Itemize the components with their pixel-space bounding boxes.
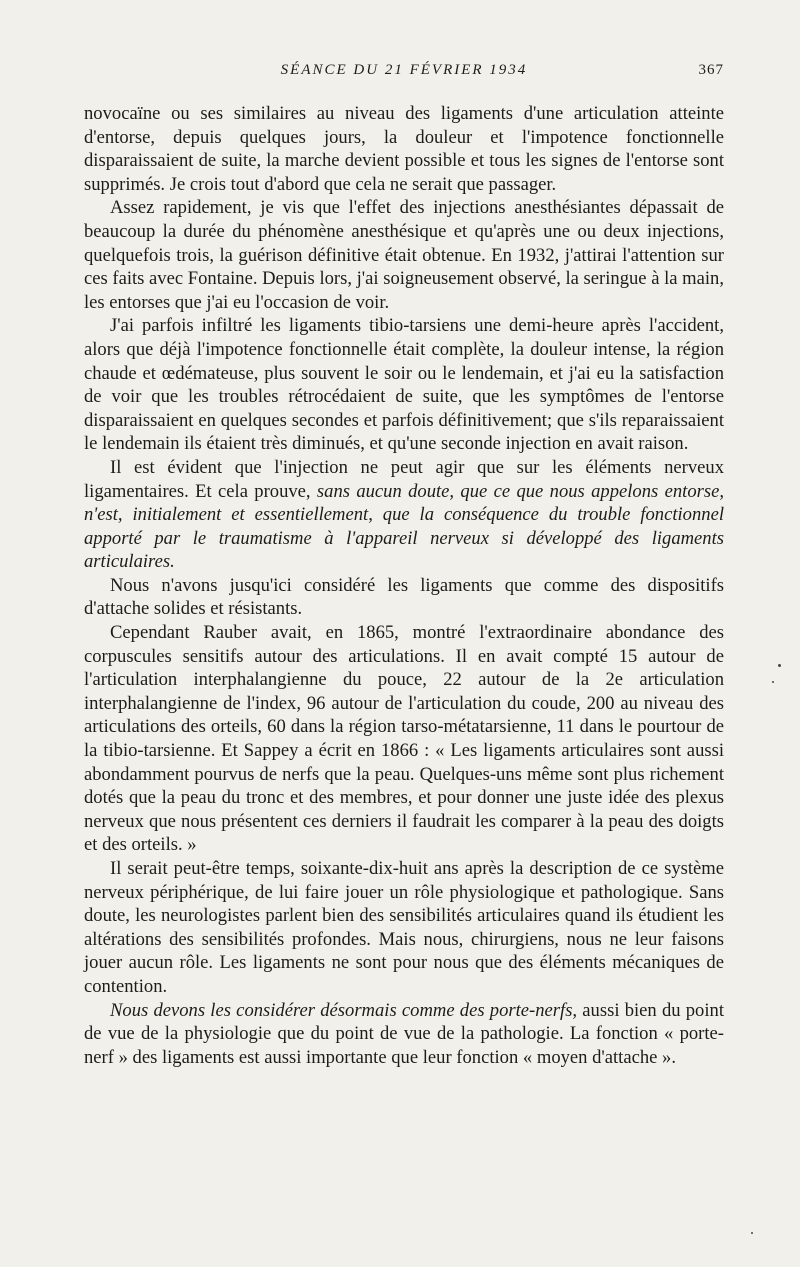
print-speck (772, 681, 774, 683)
text-run: Il est évident que l'injection ne peut agir que sur les éléments nerveux ligamentaires. Et cela prouve, (84, 456, 724, 502)
paragraph-5 (84, 574, 724, 621)
text-run: Il serait peut-être temps, soixante-dix-huit ans après la description de ce système nerveux périphérique, de lui faire jouer un rôle physiologique et pathologique. Sans doute, les neurologistes parlent bien des sensibilités articulaires quand ils étudient les altérations des sensibilités profondes. Mais nous, chirurgiens, nous ne leur faisons jouer aucun rôle. Les ligaments ne sont pour nous que des éléments mécaniques de contention. (84, 858, 724, 997)
print-speck (751, 1232, 753, 1234)
session-title: SÉANCE DU 21 FÉVRIER 1934 (280, 62, 528, 78)
italic-text-run: sans aucun doute, que ce que nous appelons entorse, n'est, initialement et essentiellement, que la conséquence du trouble fonctionnel apporté par le traumatisme à l'appareil nerveux si développé des ligaments articulaires. (84, 480, 724, 573)
text-run: J'ai parfois infiltré les ligaments tibio-tarsiens une demi-heure après l'accident, alors que déjà l'impotence fonctionnelle était complète, la douleur intense, la région chaude et œdémateuse, plus souvent le soir ou le lendemain, et j'ai eu la satisfaction de voir que les troubles rétrocédaient de suite, que les symptômes de l'entorse disparaissaient en quelques secondes et parfois définitivement; que s'ils reparaissaient le lendemain ils étaient très diminués, et qu'une seconde injection en avait raison. (84, 315, 724, 455)
paragraph-6 (84, 621, 724, 857)
paragraph-4 (84, 456, 724, 574)
paragraph-2 (84, 196, 724, 314)
page-number: 367 (698, 62, 724, 78)
paragraph-1 (84, 102, 724, 196)
text-run: Nous n'avons jusqu'ici considéré les ligaments que comme des dispositifs d'attache solides et résistants. (84, 574, 724, 620)
paragraph-7 (84, 857, 724, 999)
paragraph-3 (84, 314, 724, 456)
print-speck (778, 664, 781, 667)
running-header (84, 62, 724, 84)
italic-text-run: Nous devons les considérer désormais comme des porte-nerfs, (110, 999, 578, 1021)
paragraph-8 (84, 999, 724, 1070)
text-run: Assez rapidement, je vis que l'effet des injections anesthésiantes dépassait de beaucoup la durée du phénomène anesthésique et qu'après une ou deux injections, quelquefois trois, la guérison définitive était obtenue. En 1932, j'attirai l'attention sur ces faits avec Fontaine. Depuis lors, j'ai soigneusement observé, la seringue à la main, les entorses que j'ai eu l'occasion de voir. (84, 197, 724, 313)
text-run: aussi bien du point de vue de la physiologie que du point de vue de la pathologie. La fonction « porte-nerf » des ligaments est aussi importante que leur fonction « moyen d'attache ». (84, 999, 724, 1068)
text-run: novocaïne ou ses similaires au niveau des ligaments d'une articulation atteinte d'entorse, depuis quelques jours, la douleur et l'impotence fonctionnelle disparaissaient de suite, la marche devient possible et tous les signes de l'entorse sont supprimés. Je crois tout d'abord que cela ne serait que passager. (84, 103, 724, 195)
text-run: Cependant Rauber avait, en 1865, montré l'extraordinaire abondance des corpuscules sensitifs autour des articulations. Il en avait compté 15 autour de l'articulation interphalangienne du pouce, 22 autour de la 2e articulation interphalangienne de l'index, 96 autour de l'articulation du coude, 200 au niveau des articulations des orteils, 60 dans la région tarso-métatarsienne, 11 dans le pourtour de la tibio-tarsienne. Et Sappey a écrit en 1866 : « Les ligaments articulaires sont aussi abondamment pourvus de nerfs que la peau. Quelques-uns même sont plus richement dotés que la peau du tronc et des membres, et pour donner une juste idée des plexus nerveux que nous présentent ces derniers il faudrait les comparer à la peau des doigts et des orteils. » (84, 622, 724, 856)
body-text (84, 102, 724, 1069)
